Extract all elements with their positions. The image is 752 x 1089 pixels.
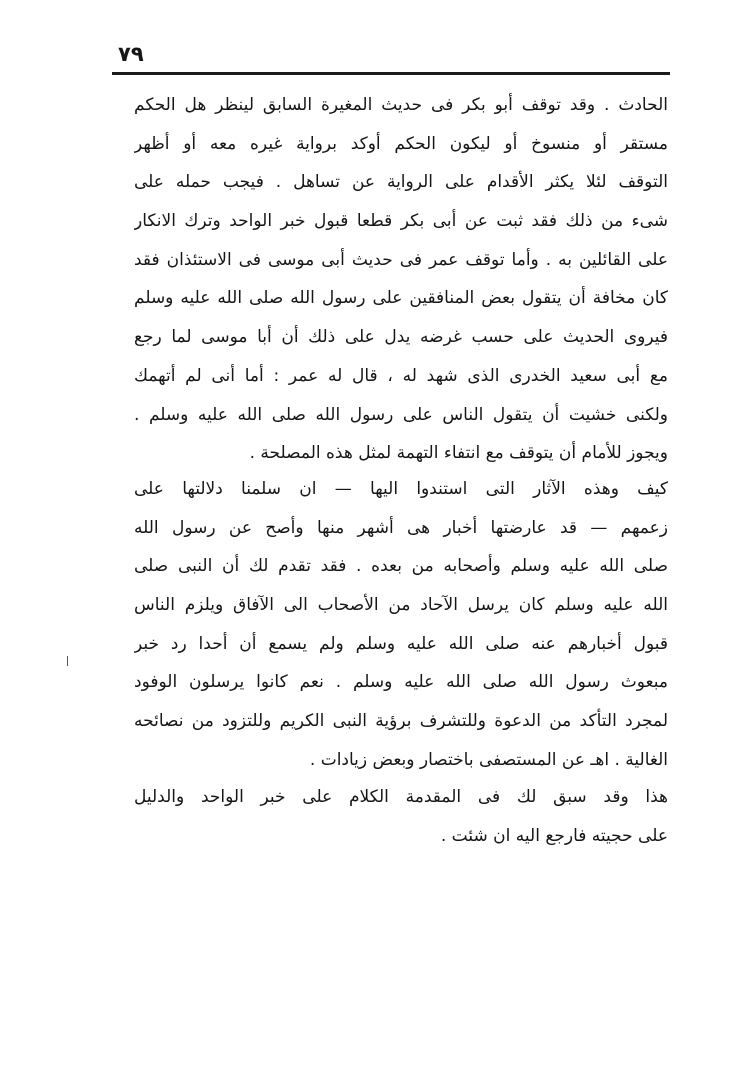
page-number: ٧٩ [118,42,144,66]
paragraph-1 [134,86,668,473]
text-line: الحادث . وقد توقف أبو بكر فى حديث المغيرة السابق لينظر هل الحكم [134,95,668,115]
text-line: صلى الله عليه وسلم وأصحابه من بعده . فقد تقدم لك أن النبى صلى [134,556,668,577]
paragraph-2 [134,470,668,780]
text-line: الغالية . اهـ عن المستصفى باختصار وبعض زيادات . [309,749,668,770]
text-line: كان مخافة أن يتقول بعض المنافقين على رسول الله صلى الله عليه وسلم [134,288,668,309]
text-line: ويجوز للأمام أن يتوقف مع انتفاء التهمة لمثل هذه المصلحة . [249,443,668,464]
text-line: كيف وهذه الآثار التى استندوا اليها — ان سلمنا دلالتها على [134,479,668,499]
text-line: التوقف لئلا يكثر الأقدام على الرواية عن تساهل . فيجب حمله على [134,172,668,193]
text-line: الله عليه وسلم كان يرسل الآحاد من الأصحاب الى الآفاق ويلزم الناس [134,595,668,616]
text-line: على حجيته فارجع اليه ان شئت . [440,825,668,846]
text-line: مستقر أو منسوخ أو ليكون الحكم أوكد برواية غيره معه أو أظهر [134,133,668,154]
text-line: هذا وقد سبق لك فى المقدمة الكلام على خبر الواحد والدليل [134,787,668,807]
header-rule [112,72,670,75]
text-line: لمجرد التأكد من الدعوة وللتشرف برؤية النبى الكريم وللتزود من نصائحه [134,711,668,732]
text-line: مبعوث رسول الله صلى الله عليه وسلم . نعم كانوا يرسلون الوفود [134,672,668,693]
text-line: زعمهم — قد عارضتها أخبار هى أشهر منها وأصح عن رسول الله [134,517,668,538]
text-line: ولكنى خشيت أن يتقول الناس على رسول الله صلى الله عليه وسلم . [134,404,668,425]
text-line: على القائلين به . وأما توقف عمر فى حديث أبى موسى فى الاستئذان فقد [134,249,668,270]
text-line: فيروى الحديث على حسب غرضه يدل على ذلك أن أبا موسى لما رجع [134,327,668,348]
text-line: شىء من ذلك فقد ثبت عن أبى بكر قطعا قبول خبر الواحد وترك الانكار [134,211,668,232]
text-line: مع أبى سعيد الخدرى الذى شهد له ، قال له عمر : أما أنى لم أتهمك [134,365,668,386]
margin-mark [67,656,68,666]
text-line: قبول أخبارهم عنه صلى الله عليه وسلم ولم يسمع أن أحدا رد خبر [134,633,668,654]
paragraph-3 [134,778,668,855]
